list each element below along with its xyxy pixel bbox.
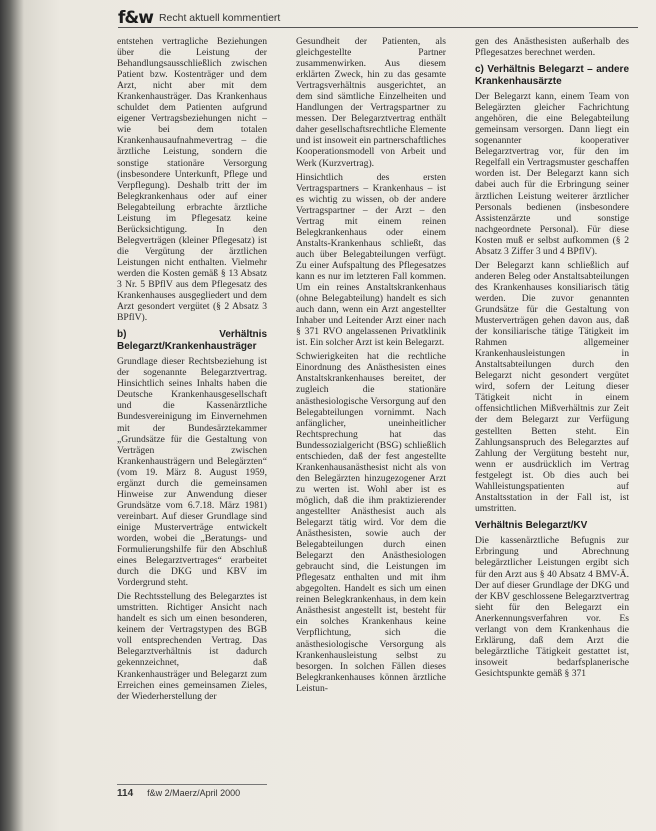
paragraph: gen des Anästhesisten außerhalb des Pflegesatzes berechnet werden.	[475, 36, 629, 59]
paragraph: entstehen vertragliche Beziehungen über die Leistung der Behandlungsausschließlich zwischen Patient bzw. Kostenträger und dem Arzt, nicht aber mit dem Krankenhausträger. Das Krankenhaus schuldet dem Patienten aufgrund eigener Vertragsbeziehungen nicht – wie bei dem totalen Krankenhausaufnahmevertrag – die ärztliche Leistung, sondern die sonstige stationäre Versorgung (insbesondere Unterkunft, Pflege und Verpflegung). Deshalb tritt der im Belegkrankenhaus oder auf einer Belegabteilung erbrachte ärztliche Leistung im Pflegesatz keine Berücksichtigung. In den Belegverträgen (kleiner Pflegesatz) ist die Vergütung der ärztlichen Leistungen nicht enthalten. Vielmehr werden die Kosten gemäß § 13 Absatz 3 Nr. 5 BPflV aus dem Pflegesatz des Krankenhauses ausgegliedert und dem Arzt gesondert vergütet (§ 2 Absatz 3 BPflV).	[117, 36, 267, 324]
paragraph: Schwierigkeiten hat die rechtliche Einordnung des Anästhesisten eines Anstaltskrankenhauses bereitet, der zugleich die stationäre anästhesiologische Versorgung auf den Belegabteilungen vornimmt. Nach anfänglicher, uneinheitlicher Rechtsprechung hat das Bundessozialgericht (BSG) schließlich entschieden, daß der fest angestellte Krankenhausanästhesist nicht als von den Belegärzten hinzugezogener Arzt zu werten ist. Wohl aber ist es möglich, daß die ihm praktizierender angestellter Anästhesist auch als Belegarzt tätig wird. Vor dem die Anästhesisten, sowie auch der Belegabteilungen durch einen Belegarzt den Anästhesiologen gebraucht sind, die Leistungen im Pflegesatz enthalten und mit ihm abgegolten. Handelt es sich um einen reinen Belegkrankenhaus, in dem kein Anästhesist angestellt ist, besteht für ein solches Krankenhaus keine Verpflichtung, sich die anästhesiologische Versorgung als Krankenhausleistung selbst zu besorgen. In solchen Fällen dieses Belegkrankenhauses können ärztliche Leistun-	[296, 351, 446, 694]
page-number: 114	[117, 788, 134, 799]
section-heading: b) Verhältnis Belegarzt/Krankenhausträger	[117, 329, 267, 352]
paragraph: Der Belegarzt kann schließlich auf anderen Beleg oder Anstaltsabteilungen des Krankenhauses konsiliarisch tätig werden. Die zuvor genannten Grundsätze für die Gestaltung von Musterverträgen gehen davon aus, daß der konsiliarische tätige Tätigkeit im Rahmen allgemeiner Krankenhausleistungen in Anstaltsabteilungen durch den Belegarzt nicht gesondert vergütet wird, sofern der Leitung dieser Tätigkeit nicht in einem offensichtlichen Mißverhältnis zur Zeit der dem Belegarzt zur Verfügung gestellten Betten steht. Ein Zahlungsanspruch des Belegarztes auf Zahlung der Vergütung besteht nur, wenn er ausdrücklich im Vertrag festgelegt ist. Ob dies auch bei Wahlleistungspatienten auf Anstaltsstation in der Fall ist, ist umstritten.	[475, 259, 629, 514]
page-footer	[117, 788, 240, 799]
journal-logo: f&w	[118, 8, 153, 28]
section-heading: Verhältnis Belegarzt/KV	[475, 519, 588, 531]
text-column-3	[475, 36, 629, 806]
text-column-1	[117, 36, 267, 806]
journal-issue: f&w 2/Maerz/April 2000	[147, 788, 241, 798]
paragraph: Die kassenärztliche Befugnis zur Erbringung und Abrechnung belegärztlicher Leistungen ergibt sich für den Arzt aus § 40 Absatz 4 BMV-Ä. Der auf dieser Grundlage der DKG und der KBV geschlossene Belegarztvertrag sieht für den Belegarzt ein Anerkennungsverfahren vor. Es verlangt von dem Krankenhaus die Erklärung, daß dem Arzt die belegärztliche Tätigkeit gestattet ist, insoweit bedarfsplanerische Gesichtspunkte gemäß § 371	[475, 535, 629, 679]
paragraph: Grundlage dieser Rechtsbeziehung ist der sogenannte Belegarztvertrag. Hinsichtlich seines Inhalts haben die Deutsche Krankenhausgesellschaft und die Kassenärztliche Bundesvereinigung im Einvernehmen mit der Bundesärztekammer „Grundsätze für die Gestaltung von Verträgen zwischen Krankenhausträgern und Belegärzten“ (vom 19. März 8. August 1959, ergänzt durch die gemeinsamen Hinweise zur Anwendung dieser Grundsätze vom 6.7.18. März 1981) vereinbart. Auf dieser Grundlage sind einige Musterverträge entwickelt worden, wobei die „Beratungs- und Formulierungshilfe für den Abschluß eines Belegarztvertrages“ erarbeitet durch die DKG und KBV im Vordergrund steht.	[117, 356, 267, 589]
paragraph: Der Belegarzt kann, einem Team von Belegärzten gleicher Fachrichtung angehören, die eine Belegabteilung gemeinsam versorgen. Dann liegt ein sogenannter kooperativer Belegarztvertrag vor, für den im Regelfall ein Vertragsmuster geschaffen worden ist. Der Belegarzt kann sich dabei auch für die Erbringung seiner ärztlichen Leistung weiterer ärztlicher Personals bedienen (insbesondere Assistenzärzte und sonstige nachgeordnete Personal). Für diese Kosten muß er selbst aufkommen (§ 2 Absatz 3 Ziffer 3 und 4 BPflV).	[475, 91, 629, 257]
paragraph: Die Rechtsstellung des Belegarztes ist umstritten. Richtiger Ansicht nach handelt es sich um einen besonderen, keinem der Vertragstypen des BGB voll entsprechenden Vertrag. Das Belegarztverhältnis ist dadurch gekennzeichnet, daß Krankenhausträger und Belegarzt zum Erreichen eines gemeinsamen Zieles, der Wiederherstellung der	[117, 591, 267, 702]
paragraph: Hinsichtlich des ersten Vertragspartners – Krankenhaus – ist es wichtig zu wissen, ob der andere Vertragspartner – der Arzt – den Vertrag mit einem reinen Belegkrankenhaus oder einem Anstalts-Krankenhaus schließt, das auch über Belegabteilungen verfügt. Zu einer Aufspaltung des Pflegesatzes kann es nur im letzteren Fall kommen. Um ein reines Anstaltskrankenhaus (ohne Belegabteilung) handelt es sich auch dann, wenn ein Arzt angestellter Inhaber und Leitender Arzt einer nach § 371 RVO angelassenen Privatklinik ist. Ein solcher Arzt ist kein Belegarzt.	[296, 171, 446, 349]
paragraph: Gesundheit der Patienten, als gleichgestellte Partner zusammenwirken. Aus diesem erklärten Zweck, hin zu das gesamte Vertragsverhältnis ausgerichtet, an dem sind sämtliche Einzelheiten und Handlungen der Vertragspartner zu messen. Der Belegarztvertrag enthält daher gesellschaftsrechtliche Elemente und ist insoweit ein partnerschaftliches Kooperationsmodell von Arbeit und Werk (Kurzvertrag).	[296, 36, 446, 169]
page-header	[118, 8, 280, 28]
section-heading: c) Verhältnis Belegarzt – andere Krankenhausärzte	[475, 64, 629, 87]
header-rule	[118, 27, 638, 28]
running-head: Recht aktuell kommentiert	[158, 12, 281, 24]
text-column-2	[296, 36, 446, 776]
footer-rule	[117, 784, 267, 785]
